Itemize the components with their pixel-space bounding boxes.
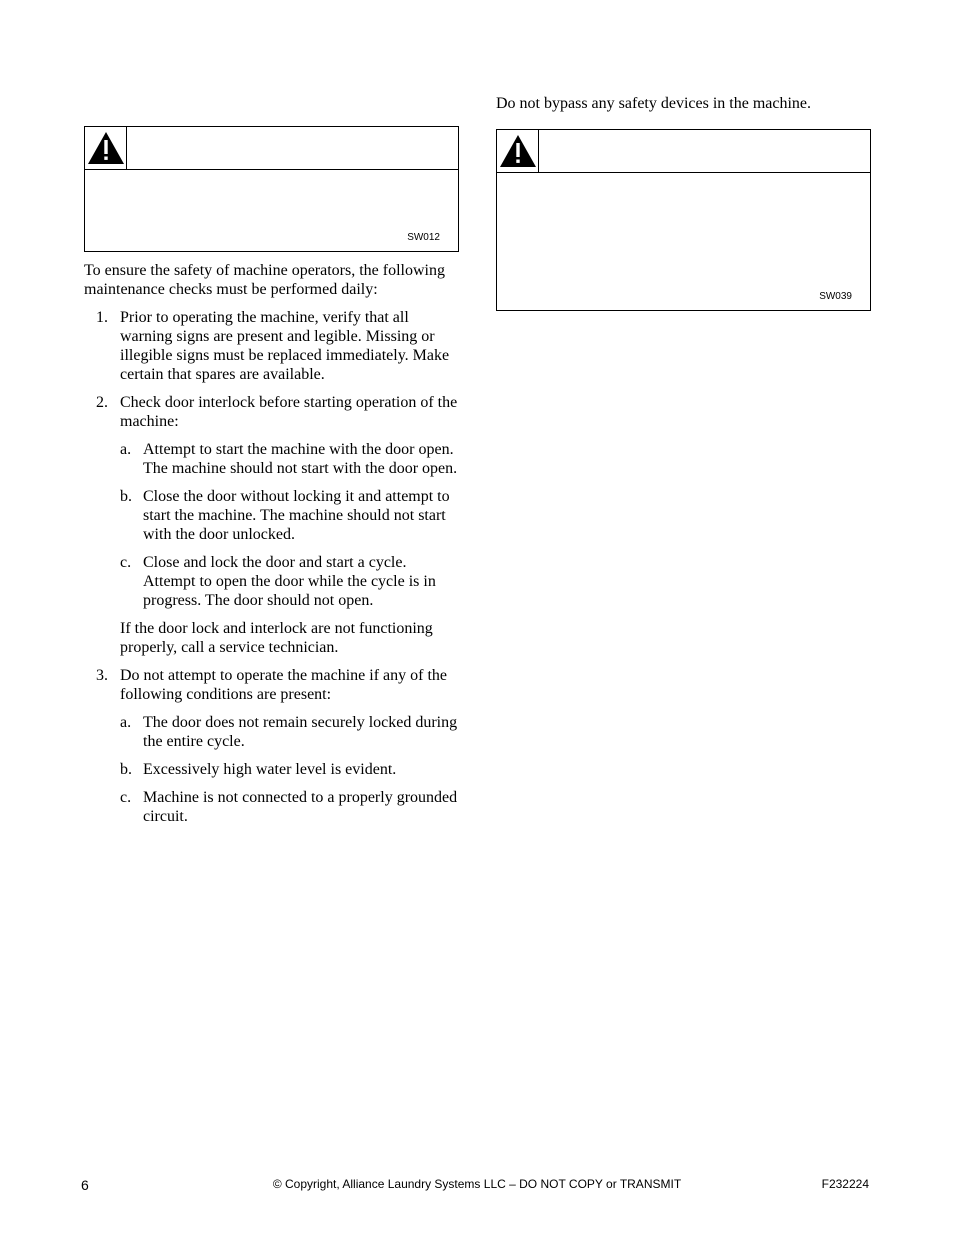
warning-header [85,127,458,170]
document-id: F232224 [821,1177,869,1191]
item-text: Prior to operating the machine, verify that all warning signs are present and legible. Missing or illegible signs must be replaced immediately. Make certain that spares are available. [120,309,450,383]
sub-item-letter: c. [120,554,132,571]
sub-item-letter: c. [120,789,132,806]
maintenance-list [84,308,460,826]
sub-item-text: Excessively high water level is evident. [143,761,397,778]
warning-box-sw012 [84,126,459,252]
list-item [84,666,460,826]
maintenance-intro: To ensure the safety of machine operators, the following maintenance checks must be performed daily: [84,262,445,298]
list-item [84,393,460,657]
warning-code: SW012 [407,232,440,243]
warning-triangle-icon [87,131,125,165]
sub-list-item [120,788,460,826]
sub-item-letter: a. [120,714,132,731]
warning-triangle-icon [499,134,537,168]
left-column [84,126,460,835]
item-number: 2. [96,394,108,411]
sub-list-item [120,487,460,544]
sub-item-text: Attempt to start the machine with the door open. The machine should not start with the door open. [143,441,458,477]
item-number: 3. [96,667,108,684]
warning-icon-cell [497,130,539,172]
sub-list-item [120,760,460,779]
safety-intro: Do not bypass any safety devices in the machine. [496,95,812,112]
sub-item-text: Close the door without locking it and attempt to start the machine. The machine should not start with the door unlocked. [143,488,450,543]
sub-item-text: Machine is not connected to a properly grounded circuit. [143,789,458,825]
warning-body [497,173,870,309]
sub-item-text: The door does not remain securely locked during the entire cycle. [143,714,458,750]
item-text: Check door interlock before starting operation of the machine: [120,394,458,430]
sub-item-letter: a. [120,441,132,458]
sub-list-item [120,440,460,478]
sub-list-item [120,713,460,751]
sub-item-letter: b. [120,488,132,505]
sub-item-letter: b. [120,761,132,778]
sub-list-item [120,553,460,610]
page-number: 6 [81,1177,89,1193]
warning-code: SW039 [819,291,852,302]
list-item [84,308,460,384]
item-text: Do not attempt to operate the machine if any of the following conditions are present: [120,667,447,703]
warning-body [85,170,458,250]
warning-icon-cell [85,127,127,169]
warning-header [497,130,870,173]
warning-box-sw039 [496,129,871,311]
sub-list [120,440,460,610]
sub-item-text: Close and lock the door and start a cycle. Attempt to open the door while the cycle is in progress. The door should not open. [143,554,436,609]
item-note: If the door lock and interlock are not functioning properly, call a service technician. [120,620,433,656]
page-footer [0,1174,954,1194]
item-number: 1. [96,309,108,326]
copyright-notice: © Copyright, Alliance Laundry Systems LLC – DO NOT COPY or TRANSMIT [272,1177,682,1191]
right-column [496,94,872,311]
sub-list [120,713,460,826]
